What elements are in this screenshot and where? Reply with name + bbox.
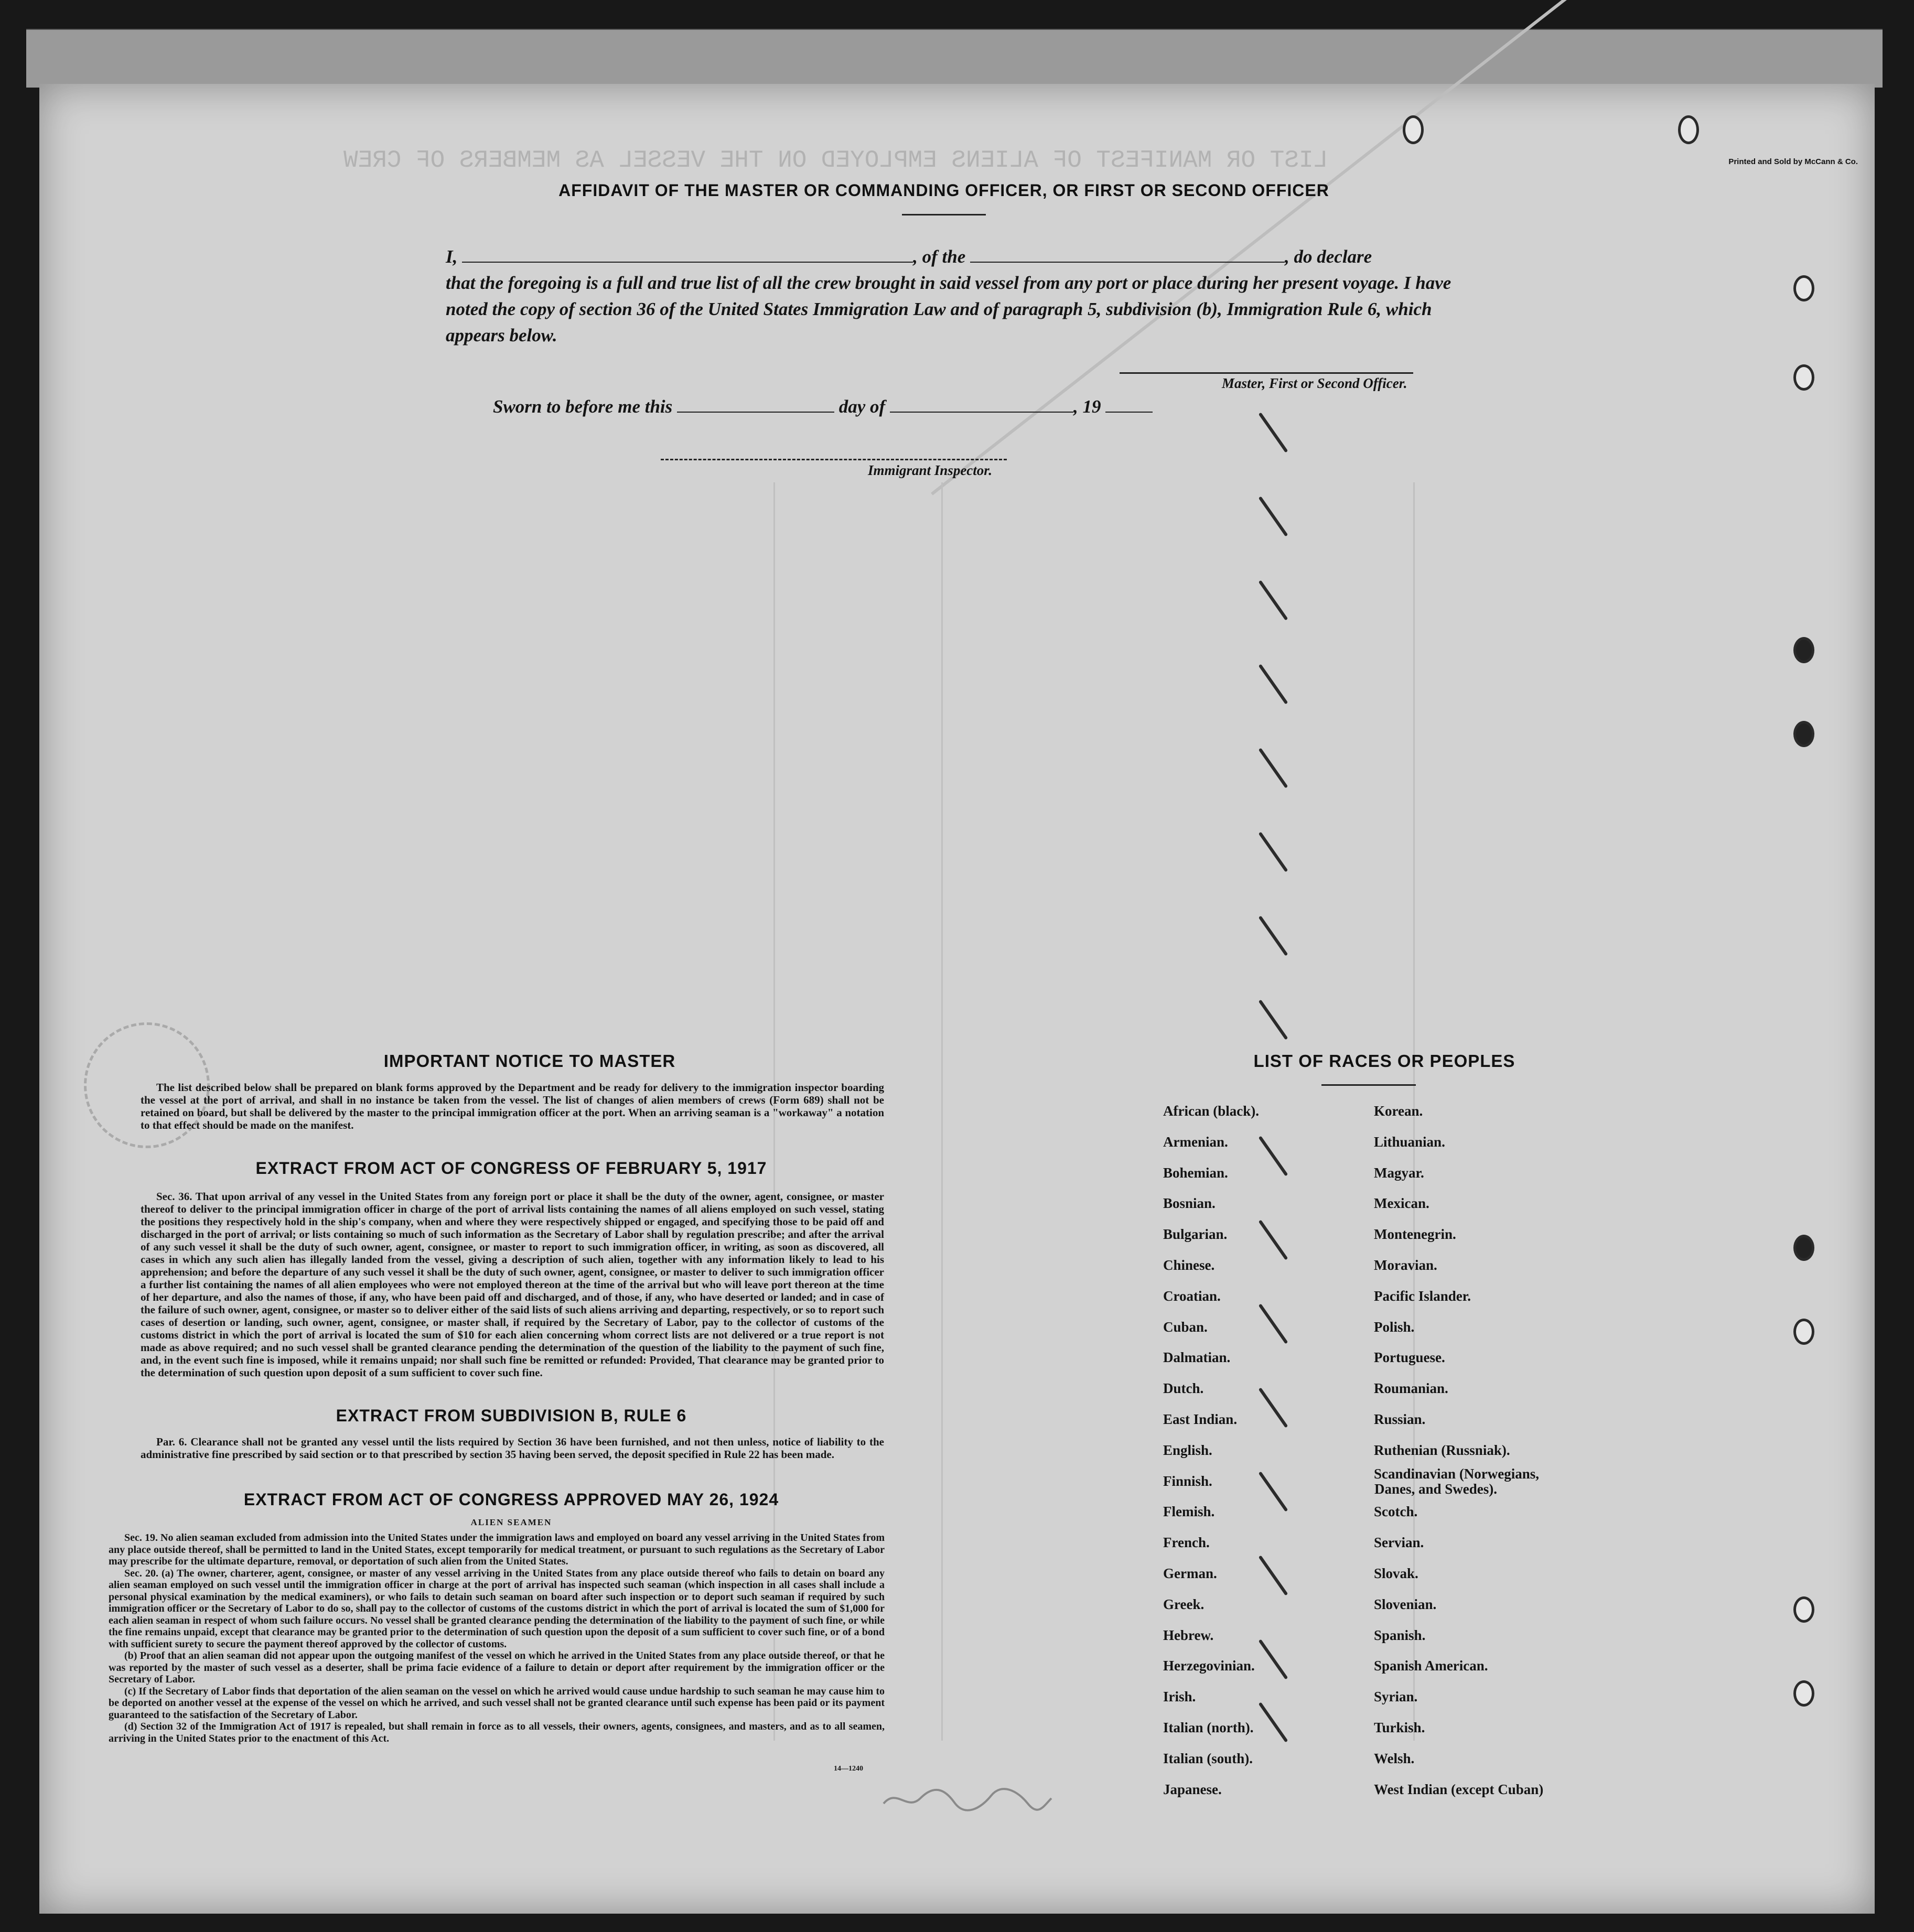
race-item: Greek.	[1163, 1596, 1205, 1612]
check-mark	[1259, 412, 1288, 452]
binder-hole	[1793, 1680, 1814, 1707]
check-mark	[1259, 1219, 1288, 1260]
check-mark	[1259, 580, 1288, 620]
affidavit-body: that the foregoing is a full and true list of all the crew brought in said vessel from any port or place during her present voyage. I have noted the copy of section 36 of the United States Immigration Law and of paragraph 5, subdivision (b), Immigration Rule 6, which appears below.	[446, 273, 1451, 346]
race-item: Croatian.	[1163, 1288, 1221, 1304]
race-item: Scandinavian (Norwegians,	[1374, 1465, 1540, 1482]
race-item: Spanish.	[1374, 1627, 1426, 1643]
check-mark	[1259, 1387, 1288, 1428]
master-signature-label: Master, First or Second Officer.	[1222, 375, 1407, 391]
alien-seamen-subtitle: ALIEN SEAMEN	[470, 1517, 552, 1527]
affidavit-text	[446, 244, 1458, 349]
race-item: Syrian.	[1374, 1689, 1418, 1705]
races-title-rule	[1321, 1084, 1416, 1086]
race-item: Cuban.	[1163, 1319, 1208, 1335]
extract-1924-paragraph: (c) If the Secretary of Labor finds that deportation of the alien seaman on the vessel on which he arrived would cause undue hardship to such seaman he may cause him to be deported on another vessel at the expense of the vessel on which he arrived, and such vessel shall not be granted clearance until such expense has been paid or its payment guaranteed to the satisfaction of the Secretary of Labor.	[109, 1685, 885, 1721]
sworn-line	[493, 396, 1153, 417]
extract-1924-paragraph: (b) Proof that an alien seaman did not appear upon the outgoing manifest of the vessel on which he arrived in the United States from any place outside thereof, or that he was reported by the master of such vessel as a deserter, shall be prima facie evidence of a failure to detain or deport after requirement by the immigration officer or the Secretary of Labor.	[109, 1650, 885, 1685]
check-mark	[1259, 496, 1288, 536]
binder-hole	[1793, 1235, 1814, 1261]
race-item: Hebrew.	[1163, 1627, 1214, 1643]
sworn-month-blank	[890, 396, 1073, 413]
affidavit-i: I,	[446, 246, 458, 267]
race-item: Korean.	[1374, 1103, 1423, 1119]
races-column-2	[1374, 1096, 1543, 1805]
race-item: Servian.	[1374, 1535, 1424, 1551]
race-item: French.	[1163, 1535, 1210, 1551]
race-item: East Indian.	[1163, 1411, 1238, 1427]
race-item: Chinese.	[1163, 1257, 1215, 1273]
bleed-through-column-line	[941, 482, 943, 1741]
affidavit-declare: , do declare	[1285, 246, 1372, 267]
race-item: West Indian (except Cuban)	[1374, 1781, 1544, 1797]
extract-1917-title: EXTRACT FROM ACT OF CONGRESS OF FEBRUARY 5, 1917	[255, 1159, 767, 1178]
extract-1924-paragraph: (d) Section 32 of the Immigration Act of 1917 is repealed, but shall remain in force as to all vessels, their owners, agents, consignees, and masters, and as to all seamen, arriving in the United States prior to the enactment of this Act.	[109, 1721, 885, 1744]
race-item: Bohemian.	[1163, 1164, 1228, 1181]
race-item: Slovak.	[1374, 1565, 1418, 1581]
extract-1924-paragraph: Sec. 20. (a) The owner, charterer, agent, consignee, or master of any vessel arriving in the United States from any place outside thereof who fails to detain on board any alien seaman employed on such vessel until the immigration officer in charge at the port of arrival has inspected such seaman (which inspection in all cases shall include a personal physical examination by the medical examiners), or who fails to detain such seaman on board after such inspection or to deport such seaman if required by such immigration officer or the Secretary of Labor to do so, shall pay to the collector of customs of the customs district in which the port of arrival is located the sum of $1,000 for each alien seaman in respect of whom such failure occurs. No vessel shall be granted clearance pending the determination of the liability to the payment of such fine, or while the fine remains unpaid, except that clearance may be granted prior to the determination of such question upon the deposit of a sum sufficient to cover such fine, or of a bond with sufficient surety to secure the payment thereof approved by the collector of customs.	[109, 1567, 885, 1650]
races-title: LIST OF RACES OR PEOPLES	[1253, 1051, 1515, 1071]
check-mark	[1259, 1471, 1288, 1512]
affidavit-title-rule	[902, 214, 986, 215]
check-mark	[1259, 1555, 1288, 1595]
race-item: Armenian.	[1163, 1134, 1228, 1150]
check-mark	[1259, 1136, 1288, 1176]
position-blank	[970, 246, 1285, 263]
sworn-day-blank	[677, 396, 834, 413]
race-item: Dalmatian.	[1163, 1350, 1231, 1366]
binder-hole	[1678, 115, 1699, 144]
extract-1917-paragraph: Sec. 36. That upon arrival of any vessel in the United States from any foreign port or place it shall be the duty of the owner, agent, consignee, or master thereof to deliver to the principal immigration officer in charge of the port of arrival lists containing the names of all aliens employed on such vessel, stating the positions they respectively hold in the ship's company, when and where they were respectively shipped or engaged, and specifying those to be paid off and discharged in the port of arrival; or lists containing so much of such information as the Secretary of Labor shall by regulation prescribe; and after the arrival of any such vessel it shall be the duty of such owner, agent, consignee, or master to report to such immigration officer, in writing, as soon as discovered, all cases in which any such alien has illegally landed from the vessel, giving a description of such alien, together with any information likely to lead to his apprehension; and before the departure of any such vessel it shall be the duty of such owner, agent, consignee, or master to deliver to such immigration officer a further list containing the names of all alien employees who were not employed thereon at the time of the arrival but who will leave port thereon at the time of her departure, and also the names of those, if any, who have been paid off and discharged, and of those, if any, who have deserted or landed; and in case of the failure of such owner, agent, consignee, or master so to deliver either of the said lists of such aliens arriving and departing, respectively, or so to report such cases of desertion or landing, such owner, agent, consignee, or master shall, if required by the Secretary of Labor, pay to the collector of customs of the customs district in which the port of arrival is located the sum of $10 for each alien concerning whom correct lists are not delivered or a true report is not made as above required; and no such vessel shall be granted clearance pending the determination of the question of the liability to the payment of such fine, and, in the event such fine is imposed, while it remains unpaid; nor shall such fine be remitted or refunded: Provided, That clearance may be granted prior to the determination of such question upon deposit of a sum sufficient to cover such fine.	[141, 1190, 884, 1379]
binder-hole	[1793, 721, 1814, 747]
printer-note: Printed and Sold by McCann & Co.	[1728, 157, 1858, 166]
extract-1924-title: EXTRACT FROM ACT OF CONGRESS APPROVED MAY 26, 1924	[243, 1490, 779, 1509]
check-mark	[1259, 1303, 1288, 1344]
extract-rule6-paragraph: Par. 6. Clearance shall not be granted any vessel until the lists required by Section 36 have been furnished, and not then unless, notice of liability to the administrative fine prescribed by said section or to that prescribed by section 35 having been served, the deposit specified in Rule 22 has been made.	[141, 1435, 884, 1461]
race-item: Flemish.	[1163, 1504, 1215, 1520]
check-mark	[1259, 999, 1288, 1040]
race-item: Irish.	[1163, 1689, 1196, 1705]
sworn-day-of: day of	[838, 396, 886, 417]
race-item: Polish.	[1374, 1319, 1415, 1335]
sworn-text: Sworn to before me this	[493, 396, 673, 417]
binder-hole	[1793, 1596, 1814, 1623]
sworn-year: , 19	[1073, 396, 1101, 417]
check-mark	[1259, 1639, 1288, 1679]
check-mark	[1259, 748, 1288, 788]
sworn-year-blank	[1105, 396, 1153, 413]
race-item: Italian (north).	[1163, 1719, 1254, 1735]
race-item: Bulgarian.	[1163, 1226, 1228, 1243]
affidavit-of-the: , of the	[913, 246, 966, 267]
binder-hole	[1793, 1319, 1814, 1345]
race-item: Japanese.	[1163, 1781, 1222, 1797]
race-item: Italian (south).	[1163, 1750, 1253, 1766]
extract-1924-paragraph: Sec. 19. No alien seaman excluded from admission into the United States under the immigration laws and employed on board any vessel arriving in the United States from any place outside thereof, shall be permitted to land in the United States, except temporarily for medical treatment, or pursuant to such regulations as the Secretary of Labor may prescribe for the ultimate departure, removal, or deportation of such alien from the United States.	[109, 1532, 885, 1567]
extract-1917-body	[141, 1190, 884, 1379]
race-item: German.	[1163, 1565, 1217, 1581]
master-signature-line	[1120, 372, 1413, 374]
race-item: Russian.	[1374, 1411, 1426, 1427]
race-item: African (black).	[1163, 1103, 1259, 1119]
race-item: Scotch.	[1374, 1504, 1418, 1520]
inspector-label: Immigrant Inspector.	[868, 462, 993, 478]
extract-rule6-body	[141, 1435, 884, 1461]
race-item: Montenegrin.	[1374, 1226, 1456, 1243]
extract-rule6-title: EXTRACT FROM SUBDIVISION B, RULE 6	[336, 1406, 687, 1425]
notice-paragraph: The list described below shall be prepared on blank forms approved by the Department and be ready for delivery to the immigration inspector boarding the vessel at the port of arrival, and shall in no instance be taken from the vessel. The list of changes of alien members of crews (Form 689) shall not be retained on board, but shall be delivered by the master to the principal immigration officer at the port. When an arriving seaman is a "workaway" a notation to that effect should be made on the manifest.	[141, 1081, 884, 1131]
affidavit-title: AFFIDAVIT OF THE MASTER OR COMMANDING OFFICER, OR FIRST OR SECOND OFFICER	[558, 181, 1329, 200]
binder-hole	[1793, 637, 1814, 663]
race-item: English.	[1163, 1442, 1212, 1458]
race-item: Turkish.	[1374, 1719, 1425, 1735]
race-item: Welsh.	[1374, 1750, 1415, 1766]
race-item: Roumanian.	[1374, 1380, 1448, 1397]
race-item: Dutch.	[1163, 1380, 1204, 1397]
race-item: Portuguese.	[1374, 1350, 1445, 1366]
name-blank	[462, 246, 913, 263]
race-item: Lithuanian.	[1374, 1134, 1445, 1150]
handwritten-signature	[881, 1783, 1054, 1814]
underlying-sheet-edge	[26, 29, 1883, 88]
notice-body	[141, 1081, 884, 1131]
check-mark	[1259, 915, 1288, 956]
race-item: Magyar.	[1374, 1164, 1424, 1181]
check-mark	[1259, 832, 1288, 872]
race-item: Finnish.	[1163, 1473, 1212, 1489]
race-item: Moravian.	[1374, 1257, 1437, 1273]
extract-1924-body	[109, 1532, 885, 1744]
notice-title: IMPORTANT NOTICE TO MASTER	[383, 1051, 676, 1071]
binder-hole	[1793, 275, 1814, 301]
race-item: Bosnian.	[1163, 1195, 1216, 1212]
race-item: Spanish American.	[1374, 1658, 1488, 1674]
check-mark	[1259, 664, 1288, 704]
inspector-signature-line	[661, 459, 1007, 460]
race-item: Pacific Islander.	[1374, 1288, 1471, 1304]
race-item: Ruthenian (Russniak).	[1374, 1442, 1510, 1458]
race-item: Danes, and Swedes).	[1374, 1481, 1498, 1497]
binder-hole	[1403, 115, 1424, 144]
race-item: Herzegovinian.	[1163, 1658, 1255, 1674]
bleed-through-text: LIST OR MANIFEST OF ALIENS EMPLOYED ON THE VESSEL AS MEMBERS OF CREW	[343, 147, 1328, 174]
race-item: Slovenian.	[1374, 1596, 1437, 1612]
form-number: 14—1240	[834, 1765, 863, 1773]
race-item: Mexican.	[1374, 1195, 1429, 1212]
races-column-1	[1163, 1096, 1259, 1805]
binder-hole	[1793, 364, 1814, 391]
check-mark	[1259, 1702, 1288, 1742]
